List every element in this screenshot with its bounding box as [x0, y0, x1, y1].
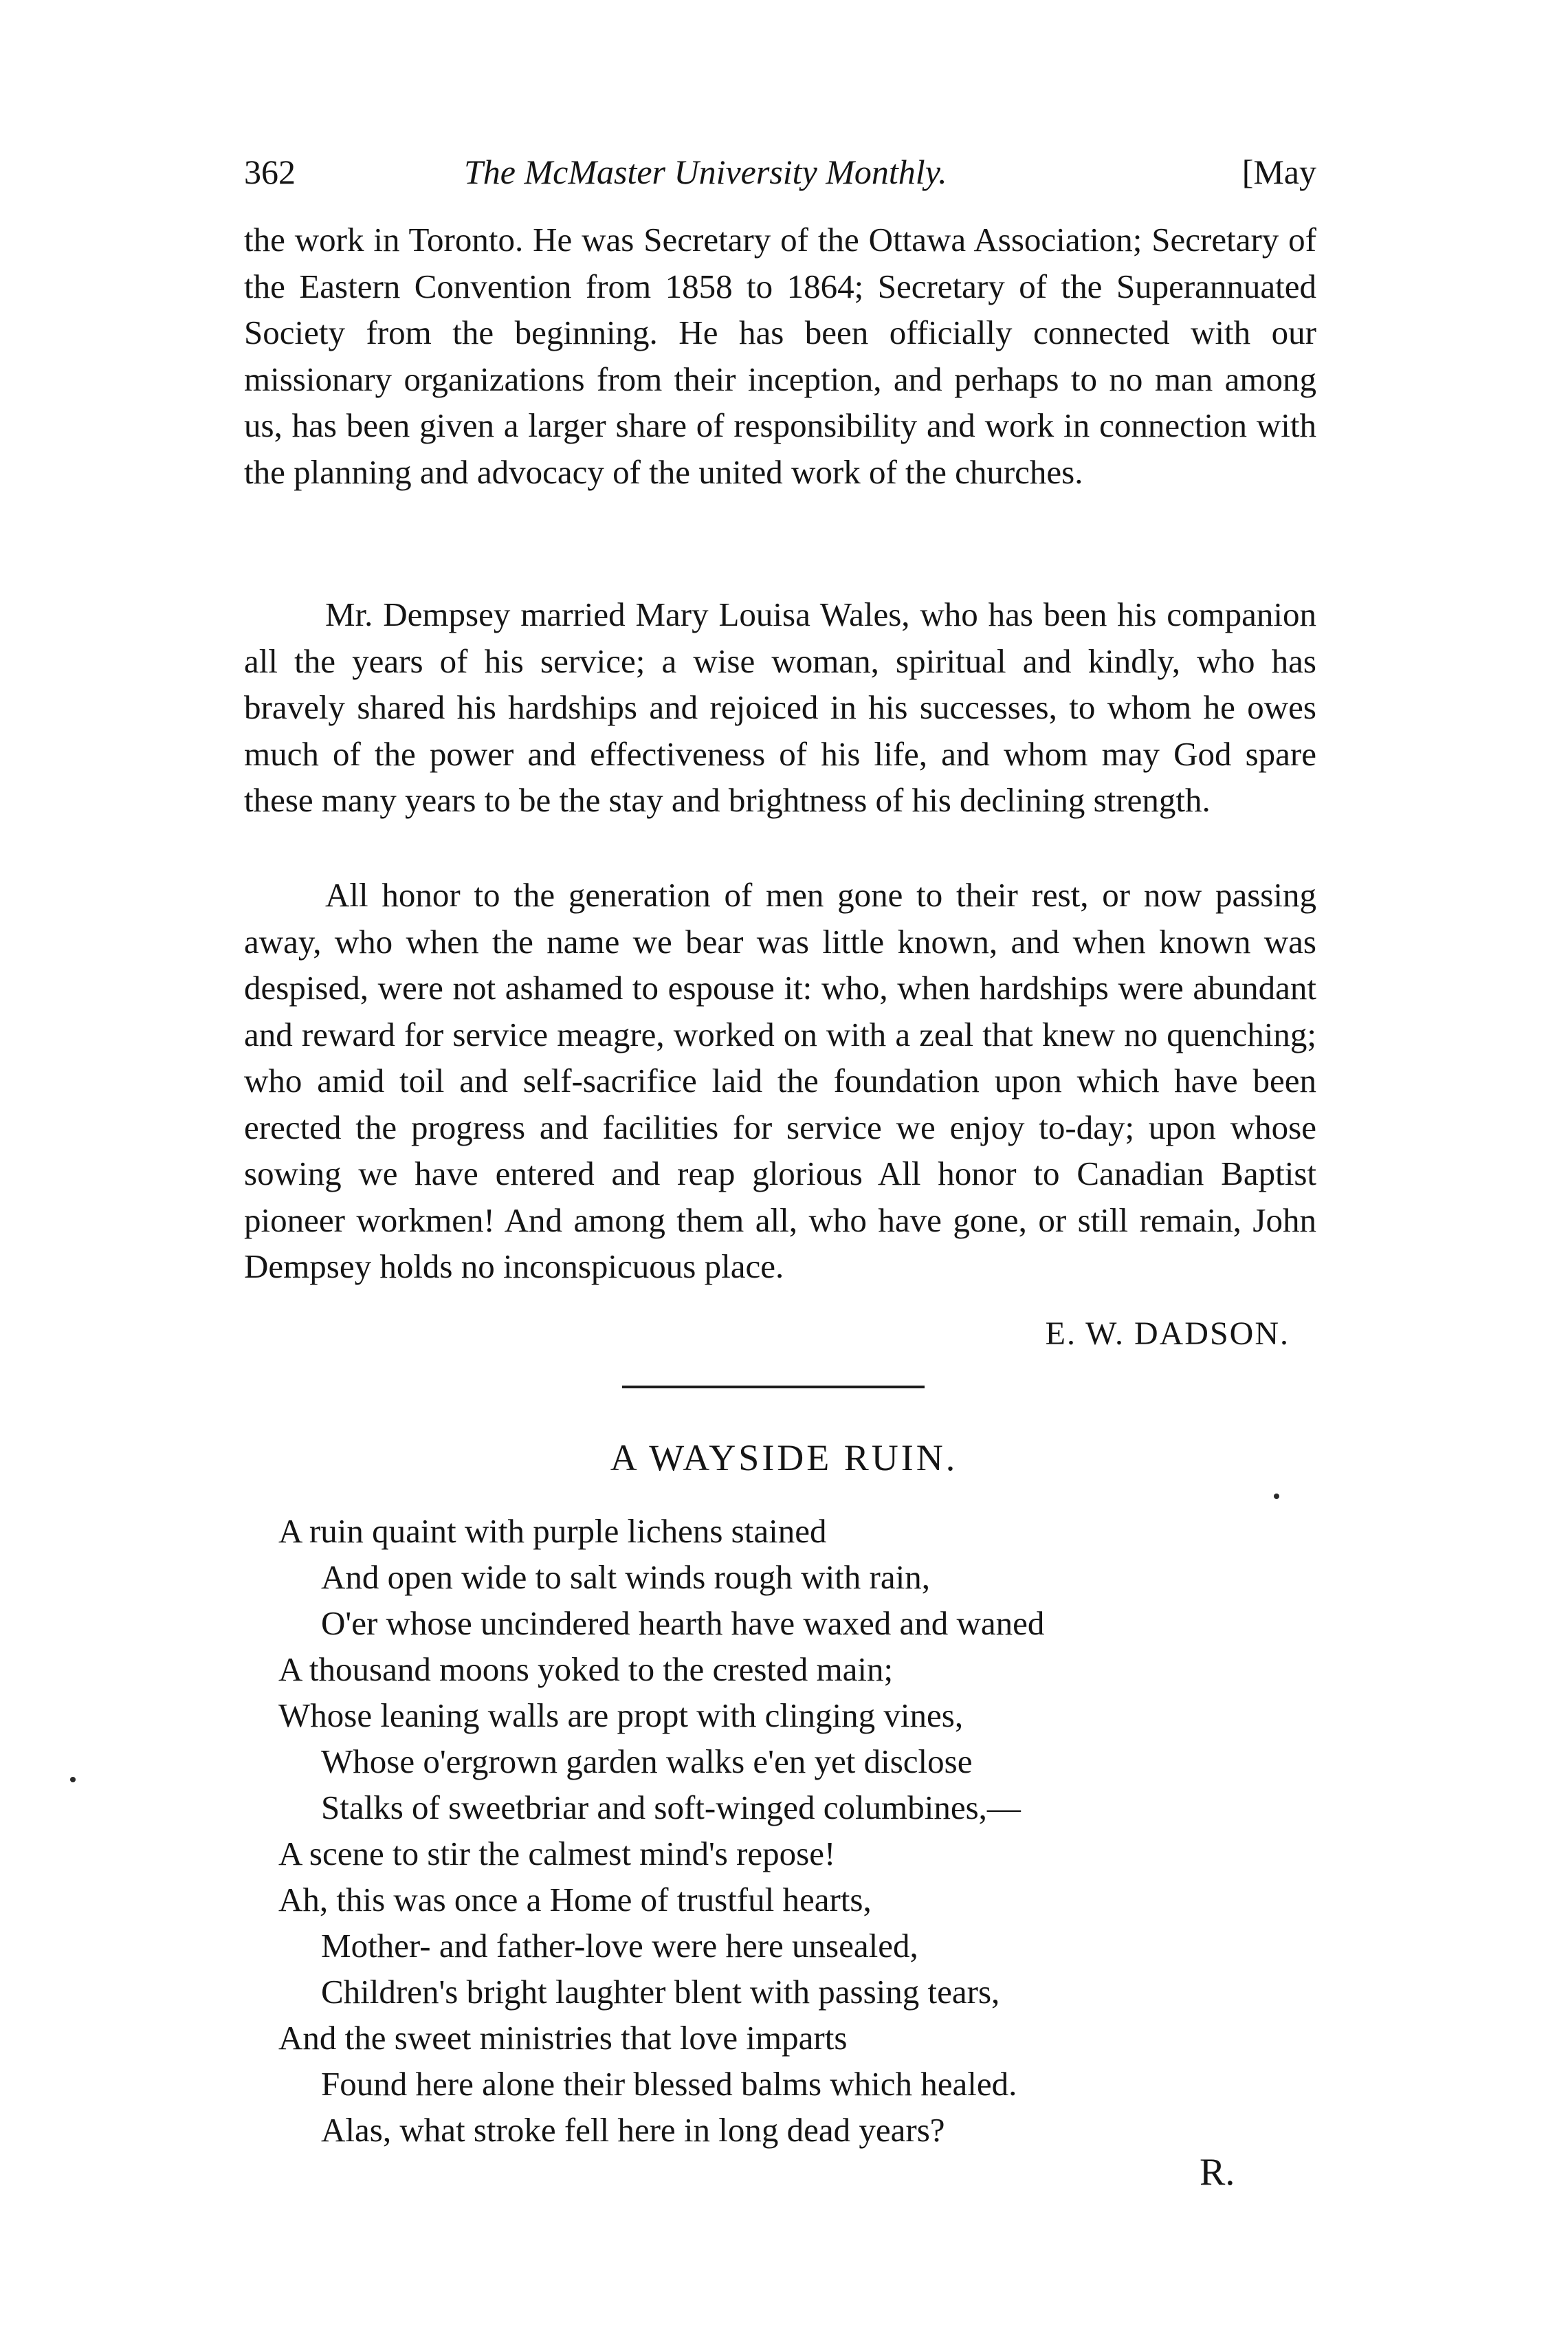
- poem-line: A scene to stir the calmest mind's repose!: [278, 1835, 836, 1872]
- poem-line: A ruin quaint with purple lichens stained: [278, 1512, 827, 1550]
- article-paragraph-text: All honor to the generation of men gone to their rest, or now passing away, who when the name we bear was little known, and when known was despised, were not ashamed to espouse it: who, when hardships were abundant and reward for service meagre, worked on with a zeal that knew no quenching; who amid toil and self-sacrifice laid the foundation upon which have been erected the progress and facilities for service we enjoy to-day; upon whose sowing we have entered and reap glorious All honor to Canadian Baptist pioneer workmen! And among them all, who have gone, or still remain, John Dempsey holds no inconspicuous place.: [244, 876, 1316, 1285]
- poem-title: A WAYSIDE RUIN.: [610, 1437, 958, 1478]
- poem-line: Ah, this was once a Home of trustful hearts,: [278, 1881, 872, 1918]
- article-paragraph-3: [244, 872, 1316, 1290]
- running-head: [244, 141, 1316, 203]
- poem-line: O'er whose uncindered hearth have waxed and waned: [321, 1604, 1045, 1642]
- poem-line: Stalks of sweetbriar and soft-winged columbines,—: [321, 1789, 1021, 1826]
- poem-line: Children's bright laughter blent with passing tears,: [321, 1973, 1000, 2011]
- poem-line: Alas, what stroke fell here in long dead years?: [321, 2111, 945, 2149]
- poem-line: A thousand moons yoked to the crested main;: [278, 1650, 894, 1688]
- section-divider-rule: [622, 1386, 925, 1388]
- page-number: 362: [244, 153, 296, 191]
- article-paragraph-2: [244, 591, 1316, 824]
- poem-author-initial: R.: [1200, 2151, 1235, 2194]
- poem-line: And the sweet ministries that love imparts: [278, 2019, 848, 2057]
- article-paragraph-text: the work in Toronto. He was Secretary of the Ottawa Association; Secretary of the Eastern Convention from 1858 to 1864; Secretary of the Superannuated Society from the beginning. He has been officially connected with our missionary organizations from their inception, and perhaps to no man among us, has been given a larger share of responsibility and work in connection with the planning and advocacy of the united work of the churches.: [244, 221, 1316, 491]
- author-signature: E. W. DADSON.: [1045, 1315, 1290, 1352]
- print-speck: [70, 1777, 76, 1782]
- journal-title: The McMaster University Monthly.: [464, 153, 947, 191]
- poem-body: [278, 1508, 1310, 2153]
- poem-line: Whose leaning walls are propt with clinging vines,: [278, 1696, 964, 1734]
- article-paragraph-text: Mr. Dempsey married Mary Louisa Wales, who has been his companion all the years of his service; a wise woman, spiritual and kindly, who has bravely shared his hardships and rejoiced in his successes, to whom he owes much of the power and effectiveness of his life, and whom may God spare these many years to be the stay and brightness of his declining strength.: [244, 595, 1316, 819]
- poem-line: And open wide to salt winds rough with rain,: [321, 1558, 930, 1596]
- article-paragraph-1: [244, 217, 1316, 495]
- poem-line: Found here alone their blessed balms which healed.: [321, 2065, 1017, 2103]
- poem-line: Whose o'ergrown garden walks e'en yet disclose: [321, 1742, 973, 1780]
- poem-line: Mother- and father-love were here unsealed,: [321, 1927, 918, 1965]
- issue-month: [May: [1241, 153, 1316, 191]
- print-speck: [1274, 1494, 1279, 1499]
